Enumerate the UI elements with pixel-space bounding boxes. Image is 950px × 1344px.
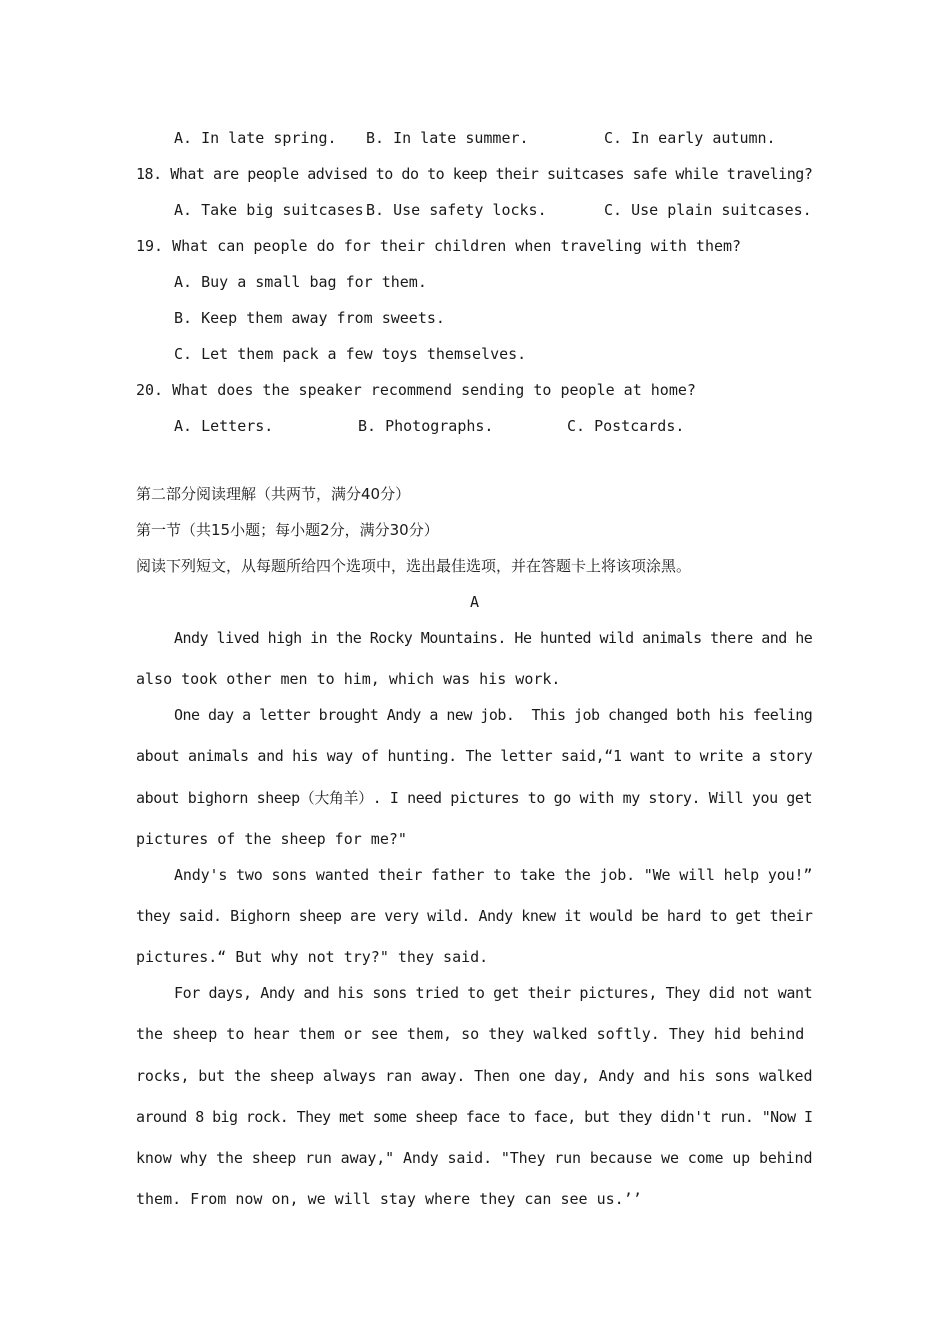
passage-line: pictures of the sheep for me?" — [136, 830, 407, 848]
reading-instruction: 阅读下列短文，从每题所给四个选项中，选出最佳选项，并在答题卡上将该项涂黑。 — [136, 557, 692, 575]
passage-line: they said. Bighorn sheep are very wild. Andy knew it would be hard to get their — [136, 907, 813, 925]
passage-line: know why the sheep run away," Andy said. "They run because we come up behind — [136, 1149, 813, 1167]
passage-line: Andy lived high in the Rocky Mountains. He hunted wild animals there and he — [174, 629, 813, 647]
passage-line: rocks, but the sheep always ran away. Then one day, Andy and his sons walked — [136, 1067, 813, 1085]
passage-line: pictures.“ But why not try?" they said. — [136, 948, 489, 966]
q17-option-b: B. In late summer. — [366, 129, 529, 147]
passage-line: about animals and his way of hunting. The letter said,“1 want to write a story — [136, 747, 813, 765]
passage-line: about bighorn sheep（大角羊）. I need pictures to go with my story. Will you get — [136, 789, 813, 807]
passage-line: One day a letter brought Andy a new job. This job changed both his feeling — [174, 706, 813, 724]
q19-option-c: C. Let them pack a few toys themselves. — [174, 345, 527, 363]
passage-line: around 8 big rock. They met some sheep face to face, but they didn't run. "Now I — [136, 1108, 813, 1126]
q20-question: 20. What does the speaker recommend sending to people at home? — [136, 381, 696, 399]
passage-line: For days, Andy and his sons tried to get their pictures, They did not want — [174, 984, 813, 1002]
section1-heading: 第一节（共15小题；每小题2分，满分30分） — [136, 521, 439, 539]
q19-option-a: A. Buy a small bag for them. — [174, 273, 427, 291]
q20-option-a: A. Letters. — [174, 417, 274, 435]
q19-option-b: B. Keep them away from sweets. — [174, 309, 445, 327]
passage-line: Andy's two sons wanted their father to take the job. "We will help you!” — [174, 866, 813, 884]
part2-heading: 第二部分阅读理解（共两节，满分40分） — [136, 485, 411, 503]
q18-option-c: C. Use plain suitcases. — [604, 201, 812, 219]
q17-option-c: C. In early autumn. — [604, 129, 776, 147]
q17-option-a: A. In late spring. — [174, 129, 337, 147]
passage-line: the sheep to hear them or see them, so they walked softly. They hid behind — [136, 1025, 805, 1043]
q18-option-a: A. Take big suitcases. — [174, 201, 373, 219]
q18-question: 18. What are people advised to do to keep their suitcases safe while traveling? — [136, 165, 813, 183]
q20-option-c: C. Postcards. — [567, 417, 685, 435]
passage-line: them. From now on, we will stay where they can see us.’’ — [136, 1190, 642, 1208]
q20-option-b: B. Photographs. — [358, 417, 494, 435]
q19-question: 19. What can people do for their children when traveling with them? — [136, 237, 742, 255]
passage-label: A — [470, 593, 480, 611]
passage-line: also took other men to him, which was his work. — [136, 670, 561, 688]
q18-option-b: B. Use safety locks. — [366, 201, 547, 219]
